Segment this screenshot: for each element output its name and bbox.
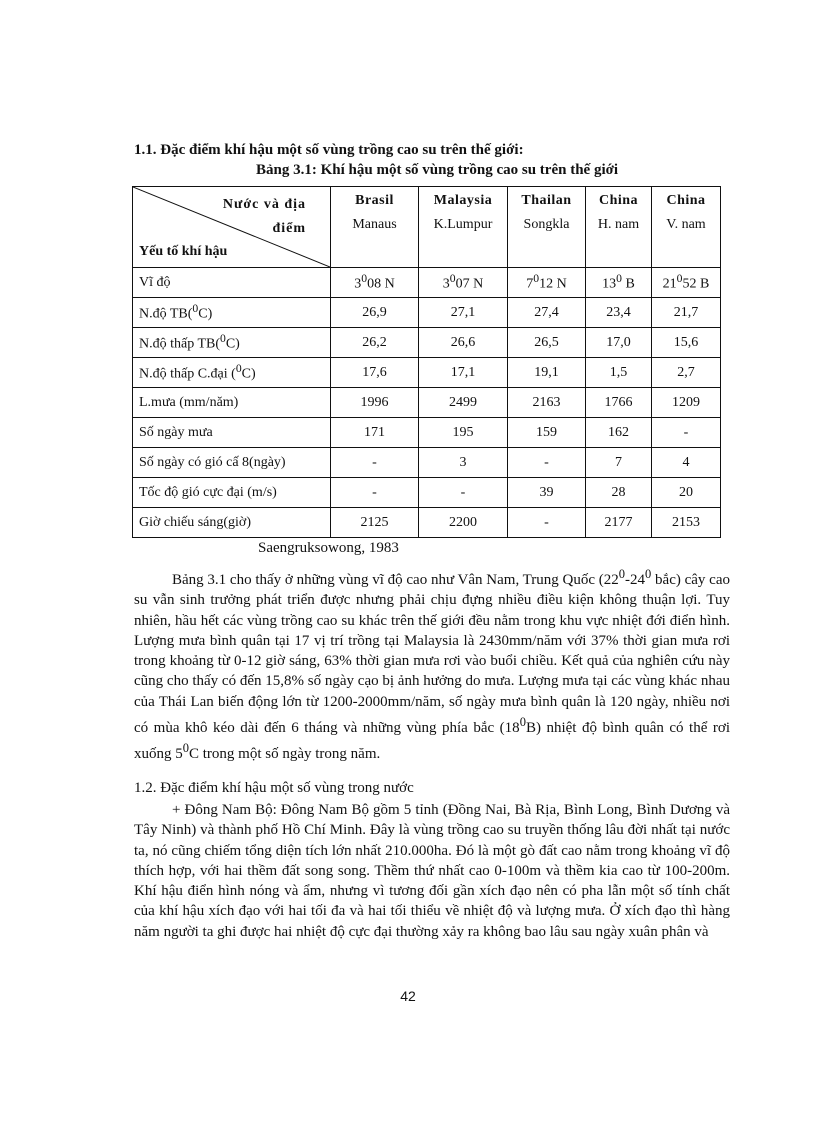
column-header bbox=[586, 187, 652, 268]
table-cell: 26,6 bbox=[419, 328, 508, 358]
column-place: Songkla bbox=[523, 217, 570, 232]
table-cell: 2177 bbox=[586, 508, 652, 538]
superscript: 0 bbox=[182, 741, 189, 756]
table-row bbox=[133, 418, 721, 448]
column-country: Malaysia bbox=[433, 193, 493, 208]
table-caption: Bảng 3.1: Khí hậu một số vùng trồng cao su trên thế giới bbox=[256, 162, 619, 178]
table-body bbox=[133, 268, 721, 538]
table-corner-cell bbox=[133, 187, 331, 268]
table-cell: 162 bbox=[586, 418, 652, 448]
table-row bbox=[133, 358, 721, 388]
table-cell: $21^052$ B bbox=[652, 268, 721, 298]
table-cell: 28 bbox=[586, 478, 652, 508]
column-country: China bbox=[666, 193, 706, 208]
table-cell: 1996 bbox=[331, 388, 419, 418]
paragraph-text bbox=[134, 564, 730, 765]
paragraph-southeast bbox=[134, 800, 730, 942]
table-cell: 3 bbox=[419, 448, 508, 478]
superscript: 0 bbox=[645, 567, 652, 581]
table-header-row bbox=[133, 187, 721, 268]
table-row bbox=[133, 298, 721, 328]
text-run: C trong một số ngày trong năm. bbox=[189, 746, 381, 763]
row-label: Vĩ độ bbox=[133, 268, 331, 298]
table-cell: $3^007$ N bbox=[419, 268, 508, 298]
table-cell: 17,1 bbox=[419, 358, 508, 388]
corner-factor-label: Yếu tố khí hậu bbox=[139, 244, 228, 259]
section-heading: 1.1. Đặc điểm khí hậu một số vùng trồng cao su trên thế giới: bbox=[134, 142, 524, 158]
column-country: China bbox=[598, 193, 639, 208]
climate-table bbox=[132, 186, 721, 538]
table-cell: 17,0 bbox=[586, 328, 652, 358]
text-run: bắc) cây cao su vẫn sinh trưởng phát triển được nhưng phải chịu đựng nhiều điều kiện không thuận lợi. Tuy nhiên, hầu hết các vùng trồng cao su khác trên thế giới đều nằm trong khu vực nhiệt đới điển hình. Lượng mưa bình quân tại 17 vị trí trồng tại Malaysia là 2430mm/năm với 37% thời gian mưa rơi trong khoảng từ 0-12 giờ sáng, 63% thời gian mưa rơi vào buổi chiều. Kết quả của nghiên cứu này cũng cho thấy có đến 15,8% số ngày cạo bị ảnh hưởng do mưa. Lượng mưa tại các vùng khác nhau của Thái Lan biến động lớn từ 1200-2000mm/năm, số ngày mưa bình quân là 120 ngày, nhiều nơi có mùa khô kéo dài đến 6 tháng và những vùng phía bắc (18 bbox=[134, 572, 730, 737]
table-cell: 2125 bbox=[331, 508, 419, 538]
table-row bbox=[133, 448, 721, 478]
table-cell: 21,7 bbox=[652, 298, 721, 328]
column-header bbox=[331, 187, 419, 268]
table-cell: 2163 bbox=[508, 388, 586, 418]
table-cell: 4 bbox=[652, 448, 721, 478]
column-place: V. nam bbox=[666, 217, 706, 232]
table-cell: 171 bbox=[331, 418, 419, 448]
page-number: 42 bbox=[400, 988, 416, 1004]
paragraph-text: + Đông Nam Bộ: Đông Nam Bộ gồm 5 tỉnh (Đồng Nai, Bà Rịa, Bình Long, Bình Dương và Tây Ninh) và thành phố Hồ Chí Minh. Đây là vùng trồng cao su truyền thống lâu đời nhất tại nước ta, nó cũng chiếm tổng diện tích lớn nhất 210.000ha. Đó là một gò đất cao nằm trong khoảng vĩ độ thích hợp, với hai thềm đất song song. Thềm thứ nhất cao 0-100m và thềm kia cao từ 100-200m. Khí hậu điển hình nóng và ẩm, nhưng vì tương đối gần xích đạo nên có pha lẫn một số tính chất của khí hậu xích đạo với hai tối đa và hai tối thiểu về nhiệt độ và lượng mưa. Ở xích đạo thì hàng năm người ta ghi được hai nhiệt độ cực đại thường xảy ra không bao lâu sau ngày xuân phân và bbox=[134, 802, 730, 940]
table-cell: - bbox=[331, 478, 419, 508]
column-place: H. nam bbox=[597, 217, 640, 232]
table-row bbox=[133, 268, 721, 298]
table-cell: 1766 bbox=[586, 388, 652, 418]
text-run: -24 bbox=[625, 572, 646, 588]
column-place: Manaus bbox=[352, 217, 397, 232]
table-source: Saengruksowong, 1983 bbox=[258, 540, 399, 556]
text-run: B) nhiệt độ bình quân có thể rơi xuống 5 bbox=[134, 720, 730, 763]
table-cell: 195 bbox=[419, 418, 508, 448]
table-cell: $7^012$ N bbox=[508, 268, 586, 298]
row-label: L.mưa (mm/năm) bbox=[133, 388, 331, 418]
row-label: N.độ TB($^0$C) bbox=[133, 298, 331, 328]
row-label: N.độ thấp C.đại ($^0$C) bbox=[133, 358, 331, 388]
corner-country-label: Nước và địa bbox=[222, 197, 306, 212]
table-row bbox=[133, 328, 721, 358]
table-cell: 2,7 bbox=[652, 358, 721, 388]
row-label: N.độ thấp TB($^0$C) bbox=[133, 328, 331, 358]
table-cell: 27,4 bbox=[508, 298, 586, 328]
row-label: Số ngày mưa bbox=[133, 418, 331, 448]
table-cell: 23,4 bbox=[586, 298, 652, 328]
table-cell: 1,5 bbox=[586, 358, 652, 388]
column-country: Brasil bbox=[355, 193, 394, 208]
row-label: Tốc độ gió cực đại (m/s) bbox=[133, 478, 331, 508]
table-cell: $13^0$ B bbox=[586, 268, 652, 298]
row-label: Số ngày có gió cấ 8(ngày) bbox=[133, 448, 331, 478]
table-cell: - bbox=[331, 448, 419, 478]
superscript: 0 bbox=[618, 567, 626, 581]
table-cell: 39 bbox=[508, 478, 586, 508]
table-cell: - bbox=[652, 418, 721, 448]
paragraph-table-discussion bbox=[134, 564, 730, 765]
table-cell: 27,1 bbox=[419, 298, 508, 328]
column-country: Thailan bbox=[521, 193, 572, 208]
table-cell: 26,9 bbox=[331, 298, 419, 328]
table-cell: 20 bbox=[652, 478, 721, 508]
table-row bbox=[133, 508, 721, 538]
table-cell: 7 bbox=[586, 448, 652, 478]
column-place: K.Lumpur bbox=[433, 217, 493, 232]
table-cell: 2200 bbox=[419, 508, 508, 538]
corner-place-label: điểm bbox=[272, 221, 306, 236]
table-cell: 2499 bbox=[419, 388, 508, 418]
table-cell: 26,2 bbox=[331, 328, 419, 358]
row-label: Giờ chiếu sáng(giờ) bbox=[133, 508, 331, 538]
section-heading-1-2: 1.2. Đặc điểm khí hậu một số vùng trong nước bbox=[134, 780, 414, 796]
table-cell: 1209 bbox=[652, 388, 721, 418]
table-cell: 2153 bbox=[652, 508, 721, 538]
table-cell: 17,6 bbox=[331, 358, 419, 388]
table-cell: 15,6 bbox=[652, 328, 721, 358]
table-cell: 19,1 bbox=[508, 358, 586, 388]
table-cell: 159 bbox=[508, 418, 586, 448]
table-cell: - bbox=[419, 478, 508, 508]
table-cell: $3^008$ N bbox=[331, 268, 419, 298]
table-cell: - bbox=[508, 508, 586, 538]
column-header bbox=[652, 187, 721, 268]
superscript: 0 bbox=[519, 715, 526, 730]
table-cell: - bbox=[508, 448, 586, 478]
table-row bbox=[133, 478, 721, 508]
text-run: Bảng 3.1 cho thấy ở những vùng vĩ độ cao như Vân Nam, Trung Quốc (22 bbox=[172, 572, 619, 588]
column-header bbox=[419, 187, 508, 268]
table-row bbox=[133, 388, 721, 418]
column-header bbox=[508, 187, 586, 268]
table-cell: 26,5 bbox=[508, 328, 586, 358]
